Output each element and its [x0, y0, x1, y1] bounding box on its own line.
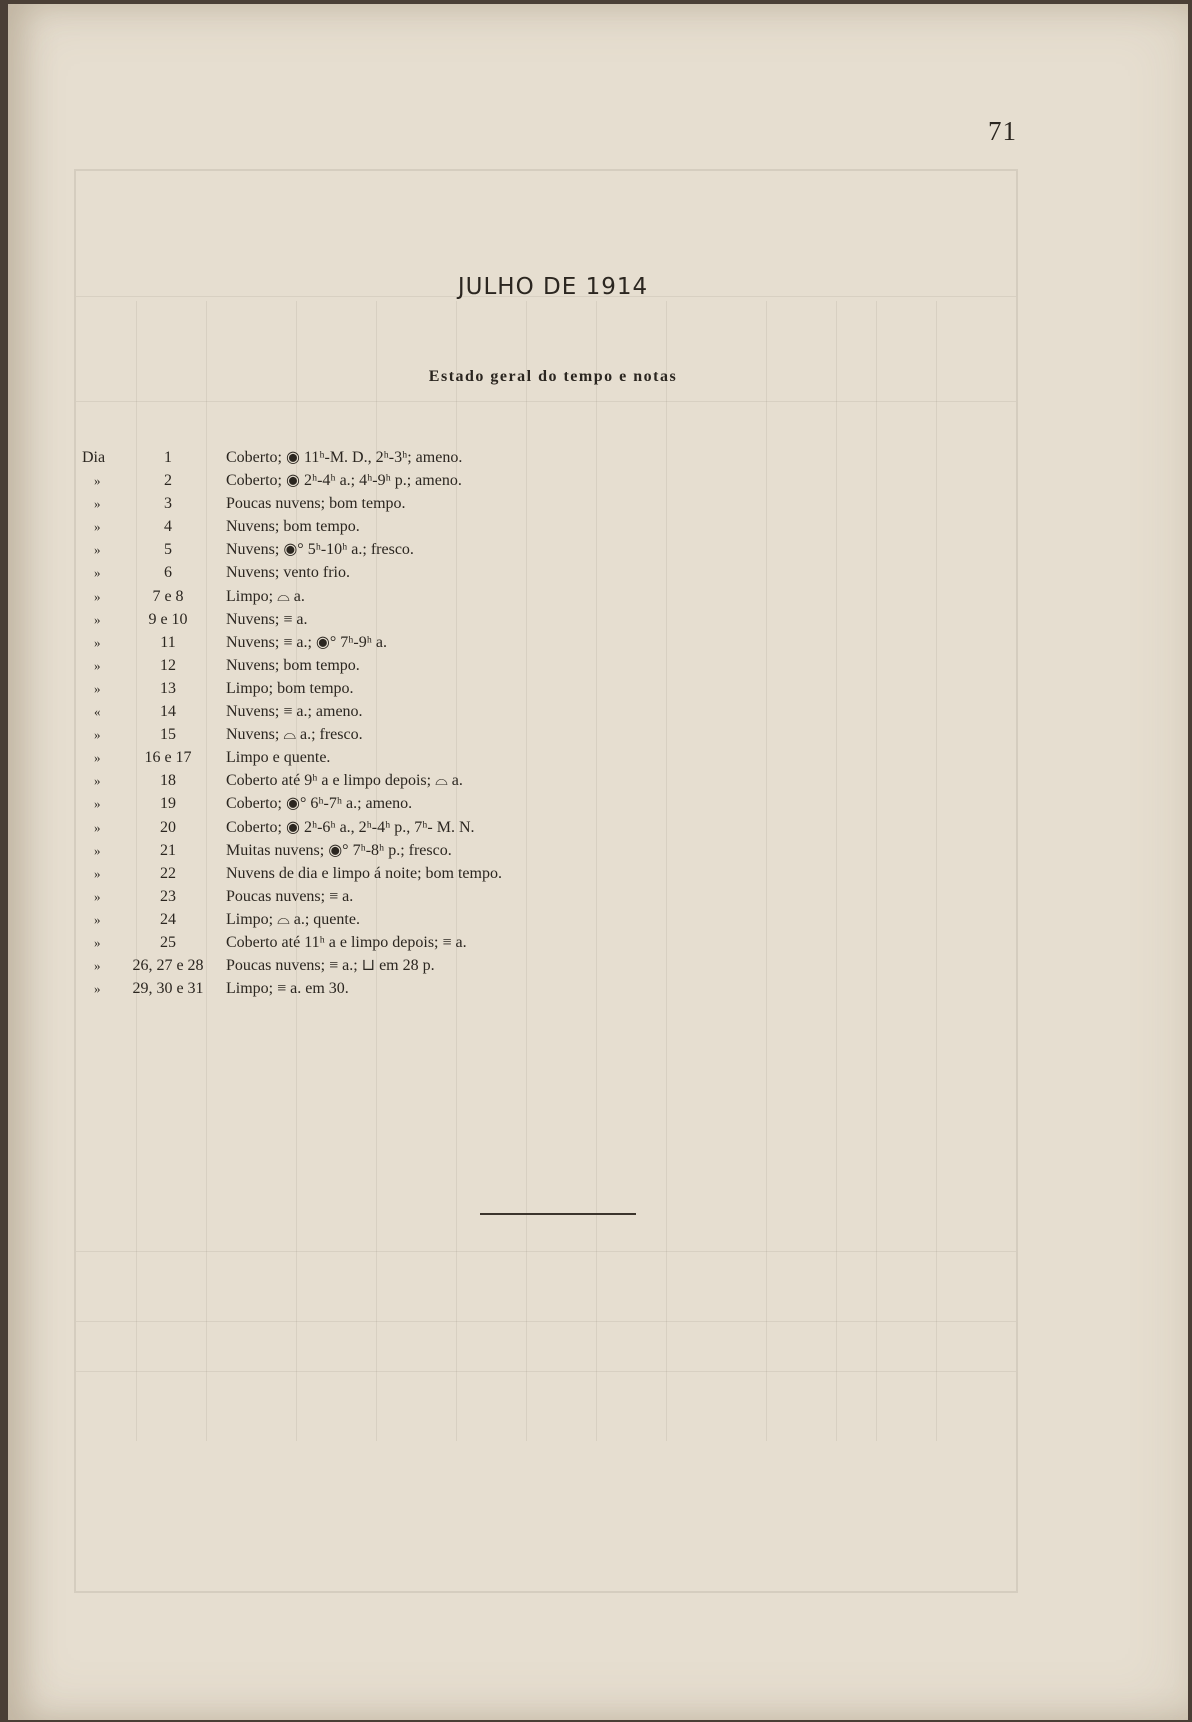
ditto-mark: « — [94, 704, 101, 720]
closing-rule — [480, 1213, 636, 1215]
list-item — [8, 954, 1192, 977]
weather-notes-list — [8, 446, 1192, 1000]
day-number: 21 — [160, 841, 176, 859]
day-number: 13 — [160, 679, 176, 697]
weather-note: Limpo; ⌓ a.; quente. — [226, 910, 360, 928]
list-item — [8, 561, 1192, 584]
day-number: 2 — [164, 472, 172, 490]
weather-note: Coberto; ◉° 6ʰ-7ʰ a.; ameno. — [226, 795, 413, 813]
day-number: 23 — [160, 887, 176, 905]
list-item — [8, 792, 1192, 815]
ditto-mark: » — [94, 611, 101, 627]
ditto-mark: » — [94, 565, 101, 581]
ditto-mark: » — [94, 588, 101, 604]
weather-note: Coberto; ◉ 11ʰ-M. D., 2ʰ-3ʰ; ameno. — [226, 449, 463, 466]
day-number: 4 — [164, 518, 172, 536]
list-item — [8, 538, 1192, 561]
weather-note: Nuvens; bom tempo. — [226, 656, 360, 674]
ditto-mark: » — [94, 911, 101, 927]
day-number: 5 — [164, 541, 172, 559]
list-item — [8, 839, 1192, 862]
weather-note: Nuvens; bom tempo. — [226, 518, 360, 536]
day-number: 3 — [164, 495, 172, 513]
ditto-mark: » — [94, 519, 101, 535]
page-number: 71 — [988, 116, 1017, 146]
page-title: JULHO DE 1914 — [457, 274, 649, 300]
ditto-mark: » — [94, 842, 101, 858]
weather-note: Coberto; ◉ 2ʰ-6ʰ a., 2ʰ-4ʰ p., 7ʰ- M. N. — [226, 818, 475, 836]
list-item — [8, 654, 1192, 677]
weather-note: Coberto até 9ʰ a e limpo depois; ⌓ a. — [226, 772, 463, 790]
list-item — [8, 908, 1192, 931]
weather-note: Limpo e quente. — [226, 749, 331, 767]
list-item — [8, 885, 1192, 908]
day-number: 18 — [160, 772, 176, 790]
ditto-mark: » — [94, 657, 101, 673]
day-number: 9 e 10 — [148, 610, 188, 628]
ditto-mark: » — [94, 680, 101, 696]
weather-note: Poucas nuvens; ≡ a. — [226, 887, 354, 905]
day-number: 6 — [164, 564, 172, 582]
weather-note: Coberto até 11ʰ a e limpo depois; ≡ a. — [226, 933, 467, 951]
book-page — [8, 4, 1188, 1720]
ditto-mark: » — [94, 542, 101, 558]
ditto-mark: » — [94, 496, 101, 512]
weather-note: Nuvens; ⌓ a.; fresco. — [226, 726, 363, 744]
ditto-mark: » — [94, 934, 101, 950]
weather-note: Muitas nuvens; ◉° 7ʰ-8ʰ p.; fresco. — [226, 841, 452, 859]
weather-note: Limpo; ≡ a. em 30. — [226, 980, 349, 998]
row-prefix-label: Dia — [82, 449, 106, 466]
weather-note: Limpo; bom tempo. — [226, 679, 354, 697]
day-number: 24 — [160, 910, 176, 928]
ditto-mark: » — [94, 796, 101, 812]
weather-note: Nuvens; ≡ a.; ameno. — [226, 703, 363, 721]
day-number: 26, 27 e 28 — [132, 957, 204, 975]
weather-note: Coberto; ◉ 2ʰ-4ʰ a.; 4ʰ-9ʰ p.; ameno. — [226, 472, 462, 490]
day-number: 22 — [160, 864, 176, 882]
list-item — [8, 723, 1192, 746]
list-item — [8, 469, 1192, 492]
list-item — [8, 700, 1192, 723]
day-number: 29, 30 e 31 — [132, 980, 204, 998]
weather-note: Limpo; ⌓ a. — [226, 587, 305, 605]
ditto-mark: » — [94, 773, 101, 789]
day-number: 15 — [160, 726, 176, 744]
weather-note: Poucas nuvens; ≡ a.; ⊔ em 28 p. — [226, 957, 435, 975]
ditto-mark: » — [94, 958, 101, 974]
list-item — [8, 746, 1192, 769]
weather-note: Nuvens; ≡ a.; ◉° 7ʰ-9ʰ a. — [226, 633, 387, 651]
list-item — [8, 585, 1192, 608]
list-item — [8, 862, 1192, 885]
day-number: 19 — [160, 795, 176, 813]
list-item — [8, 977, 1192, 1000]
day-number: 20 — [160, 818, 176, 836]
list-item — [8, 631, 1192, 654]
day-number: 12 — [160, 656, 176, 674]
weather-note: Nuvens de dia e limpo á noite; bom tempo. — [226, 864, 502, 882]
list-item — [8, 816, 1192, 839]
ditto-mark: » — [94, 865, 101, 881]
list-item — [8, 608, 1192, 631]
list-item — [8, 769, 1192, 792]
ditto-mark: » — [94, 981, 101, 997]
list-item — [8, 515, 1192, 538]
day-number: 16 e 17 — [144, 749, 192, 767]
ditto-mark: » — [94, 819, 101, 835]
section-subtitle: Estado geral do tempo e notas — [428, 368, 678, 385]
list-item — [8, 492, 1192, 515]
weather-note: Nuvens; ≡ a. — [226, 610, 308, 628]
ditto-mark: » — [94, 473, 101, 489]
ditto-mark: » — [94, 727, 101, 743]
day-number: 25 — [160, 933, 176, 951]
day-number: 1 — [164, 449, 172, 466]
day-number: 7 e 8 — [152, 587, 184, 605]
weather-note: Poucas nuvens; bom tempo. — [226, 495, 406, 513]
ditto-mark: » — [94, 750, 101, 766]
day-number: 14 — [160, 703, 176, 721]
list-item — [8, 931, 1192, 954]
list-item — [8, 446, 1192, 469]
list-item — [8, 677, 1192, 700]
ditto-mark: » — [94, 888, 101, 904]
weather-note: Nuvens; ◉° 5ʰ-10ʰ a.; fresco. — [226, 541, 414, 559]
weather-note: Nuvens; vento frio. — [226, 564, 350, 582]
ditto-mark: » — [94, 634, 101, 650]
day-number: 11 — [160, 633, 176, 651]
